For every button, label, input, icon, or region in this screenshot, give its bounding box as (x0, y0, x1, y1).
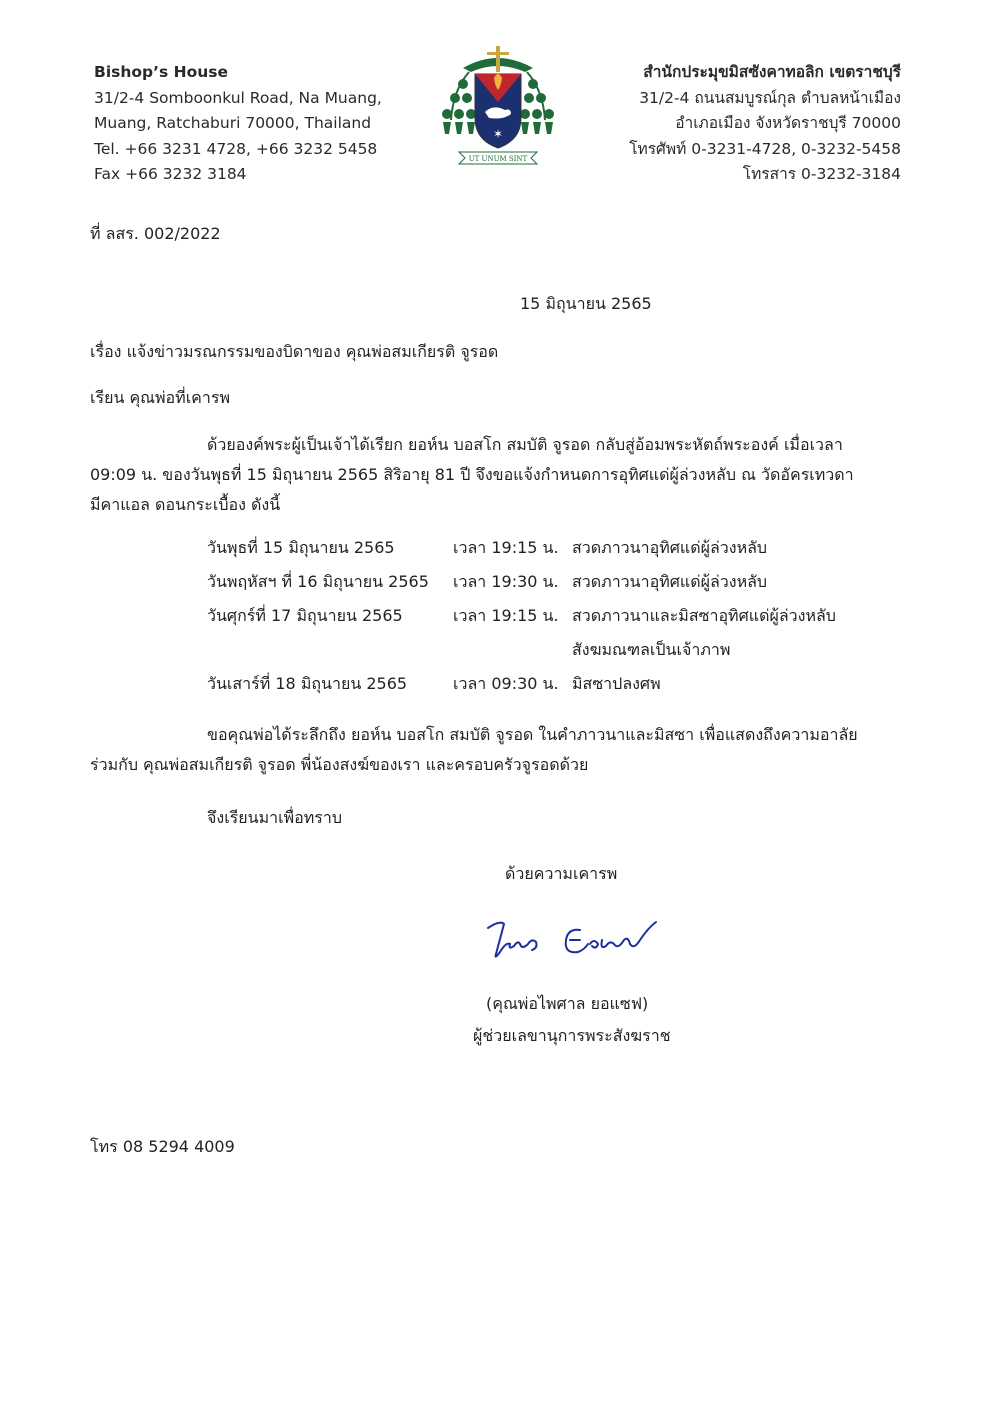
body1-line: ด้วยองค์พระผู้เป็นเจ้าได้เรียก ยอห์น บอสโก สมบัติ จูรอด กลับสู่อ้อมพระหัตถ์พระองค์ เมื่อเวลา (207, 435, 843, 454)
cross-vertical (496, 46, 500, 72)
body2-line: ขอคุณพ่อได้ระลึกถึง ยอห์น บอสโก สมบัติ จูรอด ในคำภาวนาและมิสซา เพื่อแสดงถึงความอาลัย (207, 725, 858, 744)
salutation: เรียน คุณพ่อที่เคารพ (90, 388, 231, 407)
schedule-day: วันพฤหัสฯ ที่ 16 มิถุนายน 2565 (207, 572, 429, 591)
body1-line: 09:09 น. ของวันพุธที่ 15 มิถุนายน 2565 สิริอายุ 81 ปี จึงขอแจ้งกำหนดการอุทิศแด่ผู้ล่วงหลับ ณ วัดอัครเทวดา (90, 465, 854, 484)
body2-line: ร่วมกับ คุณพ่อสมเกียรติ จูรอด พี่น้องสงฆ์ของเรา และครอบครัวจูรอดด้วย (90, 755, 589, 774)
schedule-event: สวดภาวนาอุทิศแด่ผู้ล่วงหลับ (572, 538, 768, 557)
body1-line: มีคาแอล ดอนกระเบื้อง ดังนี้ (90, 495, 281, 514)
header-left-org: Bishop’s House (94, 63, 229, 81)
schedule-time: เวลา 19:15 น. (453, 606, 559, 625)
closing-line: จึงเรียนมาเพื่อทราบ (207, 808, 342, 827)
schedule-event: มิสซาปลงศพ (572, 674, 661, 693)
schedule-day: วันศุกร์ที่ 17 มิถุนายน 2565 (207, 606, 403, 625)
signer-name: (คุณพ่อไพศาล ยอแซฟ) (486, 994, 649, 1013)
header-right-fax: โทรสาร 0-3232-3184 (742, 165, 901, 183)
star-icon: ✶ (492, 127, 504, 141)
schedule-event-continued: สังฆมณฑลเป็นเจ้าภาพ (572, 640, 731, 659)
body-paragraph-1 (90, 430, 910, 520)
bishop-coat-of-arms (433, 40, 563, 170)
letter-date: 15 มิถุนายน 2565 (520, 294, 652, 313)
body-paragraph-2 (90, 720, 910, 780)
header-left-address1: 31/2-4 Somboonkul Road, Na Muang, (94, 88, 382, 107)
reference-number: ที่ ลสร. 002/2022 (90, 224, 221, 243)
header-right (629, 60, 901, 188)
header-right-tel: โทรศัพท์ 0-3231-4728, 0-3232-5458 (629, 139, 901, 158)
header-right-address1: 31/2-4 ถนนสมบูรณ์กุล ตำบลหน้าเมือง (639, 88, 901, 107)
signer-title: ผู้ช่วยเลขานุการพระสังฆราช (473, 1026, 671, 1045)
header-left-tel: Tel. +66 3231 4728, +66 3232 5458 (94, 139, 378, 158)
schedule-day: วันเสาร์ที่ 18 มิถุนายน 2565 (207, 674, 408, 693)
handwritten-signature (480, 910, 680, 970)
header-left (94, 60, 382, 188)
regards: ด้วยความเคารพ (505, 864, 618, 883)
schedule-event: สวดภาวนาและมิสซาอุทิศแด่ผู้ล่วงหลับ (572, 606, 836, 625)
motto-text: UT UNUM SINT (468, 155, 528, 163)
schedule-time: เวลา 19:15 น. (453, 538, 559, 557)
schedule-time: เวลา 19:30 น. (453, 572, 559, 591)
header-right-address2: อำเภอเมือง จังหวัดราชบุรี 70000 (675, 114, 901, 132)
header-right-org: สำนักประมุขมิสซังคาทอลิก เขตราชบุรี (643, 63, 901, 81)
cross-bar (487, 52, 509, 55)
schedule-time: เวลา 09:30 น. (453, 674, 559, 693)
header-left-fax: Fax +66 3232 3184 (94, 165, 247, 183)
schedule-event: สวดภาวนาอุทิศแด่ผู้ล่วงหลับ (572, 572, 768, 591)
schedule-day: วันพุธที่ 15 มิถุนายน 2565 (207, 538, 395, 557)
subject-line: เรื่อง แจ้งข่าวมรณกรรมของบิดาของ คุณพ่อสมเกียรติ จูรอด (90, 342, 499, 361)
contact-phone: โทร 08 5294 4009 (90, 1137, 235, 1156)
header-left-address2: Muang, Ratchaburi 70000, Thailand (94, 114, 372, 132)
